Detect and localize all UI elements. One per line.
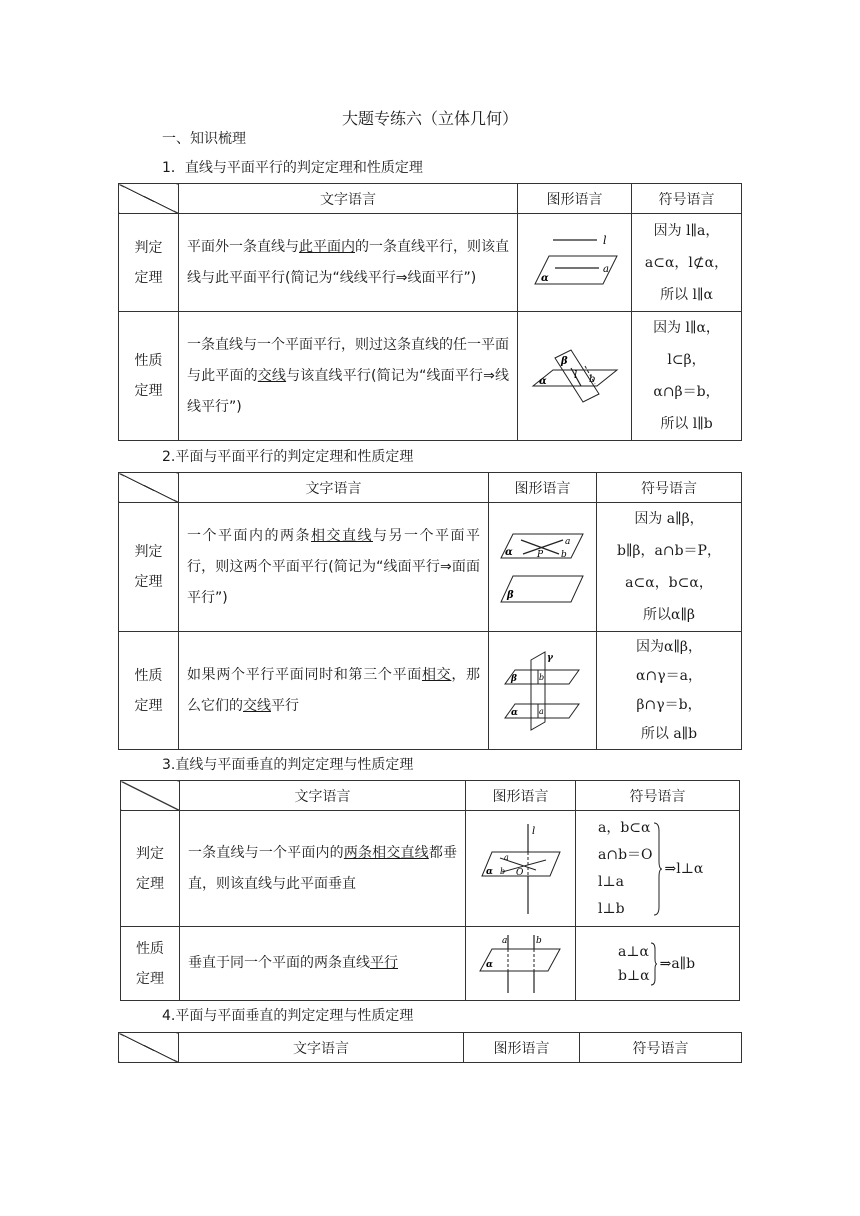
text-cell: 一条直线与一个平面内的两条相交直线都垂直，则该直线与此平面垂直 [180,811,466,927]
plane-plane-parallel-property-figure [501,648,585,734]
svg-text:α: α [538,376,547,387]
svg-text:a: a [503,852,509,862]
figure-cell [489,503,597,632]
section-heading: 一、知识梳理 [162,131,246,147]
row-label-judge: 判定 定理 [119,214,179,312]
table-header-row [119,473,742,503]
symbol-cell: a，b⊂α a∩b＝O l⊥a l⊥b ⇒l⊥α [576,811,740,927]
header-text: 文字语言 [179,473,489,503]
text-cell: 垂直于同一个平面的两条直线平行 [180,927,466,1001]
svg-text:α: α [504,547,513,558]
header-text: 文字语言 [179,184,518,214]
header-figure: 图形语言 [518,184,632,214]
svg-text:l: l [573,370,577,381]
table-header-row [119,184,742,214]
svg-text:β: β [560,356,568,367]
figure-cell [518,214,632,312]
text-cell: 如果两个平行平面同时和第三个平面相交，那么它们的交线平行 [179,632,489,750]
symbol-cell: 因为 l∥α， l⊂β， α∩β＝b， 所以 l∥b [632,312,742,441]
header-symbol: 符号语言 [632,184,742,214]
table1 [118,183,742,441]
svg-text:b: b [535,935,542,946]
line-plane-parallel-property-figure [525,336,625,416]
diagonal-corner-cell [121,781,180,811]
svg-text:a: a [564,537,570,547]
svg-text:β: β [506,590,514,601]
svg-text:α: α [540,272,549,284]
figure-cell [466,927,576,1001]
row-label-property: 性质 定理 [121,927,180,1001]
row-label-judge: 判定 定理 [119,503,179,632]
table-row [121,811,740,927]
svg-text:γ: γ [546,652,553,663]
figure-cell [489,632,597,750]
header-symbol: 符号语言 [597,473,742,503]
svg-text:α: α [510,707,518,718]
header-text: 文字语言 [179,1033,464,1063]
symbol-cell: 因为 l∥a， a⊂α，l⊄α， 所以 l∥α [632,214,742,312]
header-text: 文字语言 [180,781,466,811]
header-symbol: 符号语言 [576,781,740,811]
row-label-judge: 判定 定理 [121,811,180,927]
svg-text:α: α [485,866,493,877]
diagonal-corner-cell [119,473,179,503]
table-row [119,312,742,441]
plane-plane-parallel-figure [495,524,591,610]
label-l: l [602,233,607,247]
text-cell: 平面外一条直线与此平面内的一条直线平行，则该直线与此平面平行(简记为“线线平行⇒线面平行”) [179,214,518,312]
diagonal-corner-cell [119,184,179,214]
table2-title: 2.平面与平面平行的判定定理和性质定理 [162,449,414,465]
figure-cell [466,811,576,927]
figure-cell [518,312,632,441]
line-plane-parallel-figure [525,228,625,298]
header-figure: 图形语言 [489,473,597,503]
header-symbol: 符号语言 [580,1033,742,1063]
svg-text:b: b [560,550,567,560]
row-label-property: 性质 定理 [119,312,179,441]
svg-text:b: b [538,672,544,682]
text-cell: 一个平面内的两条相交直线与另一个平面平行，则这两个平面平行(简记为“线面平行⇒面面平行”) [179,503,489,632]
svg-text:P: P [536,550,543,560]
svg-text:a: a [538,706,544,716]
header-figure: 图形语言 [466,781,576,811]
text-cell: 一条直线与一个平面平行，则过这条直线的任一平面与此平面的交线与该直线平行(简记为“线面平行⇒线线平行”) [179,312,518,441]
svg-text:b: b [499,866,505,876]
svg-text:a: a [602,263,609,275]
table4 [118,1032,742,1063]
diagonal-corner-cell [119,1033,179,1063]
table-row [119,503,742,632]
table3-title: 3.直线与平面垂直的判定定理与性质定理 [162,757,414,773]
symbol-cell: a⊥α b⊥α ⇒a∥b [576,927,740,1001]
table-row [121,927,740,1001]
table1-title: 1．直线与平面平行的判定定理和性质定理 [162,160,423,176]
symbol-cell: 因为α∥β， α∩γ＝a， β∩γ＝b， 所以 a∥b [597,632,742,750]
svg-text:l: l [531,825,535,837]
table2 [118,472,742,750]
table-header-row [119,1033,742,1063]
table3 [120,780,740,1001]
svg-text:b: b [588,374,595,385]
svg-text:O: O [515,867,523,878]
table-row [119,632,742,750]
line-plane-perpendicular-figure [476,820,566,918]
table-header-row [121,781,740,811]
line-plane-perpendicular-property-figure [476,931,566,997]
right-brace [650,941,658,987]
svg-text:a: a [501,935,507,946]
table-row [119,214,742,312]
table4-title: 4.平面与平面垂直的判定定理与性质定理 [162,1008,414,1024]
svg-text:β: β [510,673,517,684]
header-figure: 图形语言 [464,1033,580,1063]
row-label-property: 性质 定理 [119,632,179,750]
page-title: 大题专练六（立体几何） [341,109,518,128]
right-brace [653,821,663,917]
svg-text:α: α [485,959,493,970]
symbol-cell: 因为 a∥β， b∥β，a∩b＝P， a⊂α，b⊂α， 所以α∥β [597,503,742,632]
